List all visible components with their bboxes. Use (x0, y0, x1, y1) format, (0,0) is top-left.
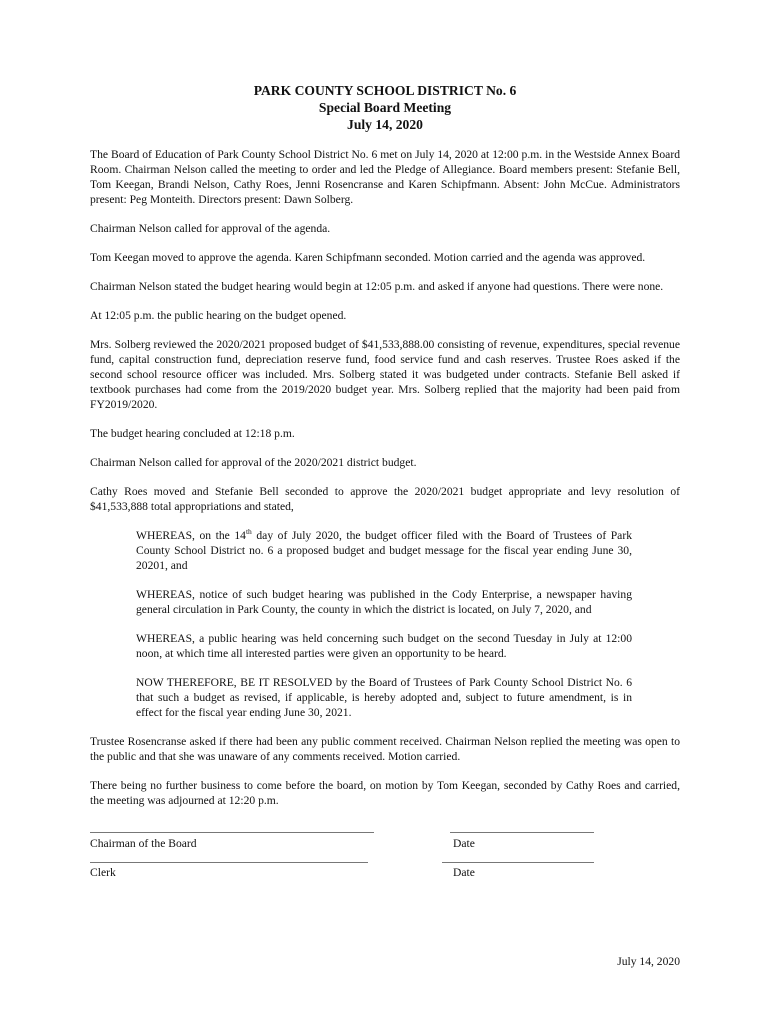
paragraph-budget-review: Mrs. Solberg reviewed the 2020/2021 proposed budget of $41,533,888.00 consisting of revenue, expenditures, special revenue fund, capital construction fund, depreciation reserve fund, food service fund and cash reserves. Trustee Roes asked if the second school resource officer was included. Mrs. Solberg stated it was budgeted under contracts. Stefanie Bell asked if textbook purchases had come from the 2019/2020 budget year. Mrs. Solberg replied that the majority had been paid from FY2019/2020. (90, 338, 680, 411)
chairman-date-line (450, 832, 594, 833)
whereas-1-end: day of July 2020, the budget officer filed with the Board of Trustees of Park County School District no. 6 a proposed budget and budget message for the fiscal year ending June 30, 20201, and (136, 529, 632, 572)
paragraph-budget-motion: Cathy Roes moved and Stefanie Bell seconded to approve the 2020/2021 budget appropriate and levy resolution of $41,533,888 total appropriations and stated, (90, 485, 680, 513)
paragraph-hearing-start: Chairman Nelson stated the budget hearing would begin at 12:05 p.m. and asked if anyone had questions. There were none. (90, 280, 664, 293)
chairman-label: Chairman of the Board (90, 837, 197, 850)
clerk-label: Clerk (90, 866, 116, 879)
paragraph-public-comment: Trustee Rosencranse asked if there had been any public comment received. Chairman Nelson replied the meeting was open to the public and that she was unaware of any comments received. Motion carried. (90, 735, 680, 763)
clerk-date-line (442, 862, 594, 863)
paragraph-hearing-opened: At 12:05 p.m. the public hearing on the budget opened. (90, 309, 347, 322)
paragraph-budget-approval-call: Chairman Nelson called for approval of the 2020/2021 district budget. (90, 456, 417, 469)
clerk-signature-line (90, 862, 368, 863)
district-name: PARK COUNTY SCHOOL DISTRICT No. 6 (253, 83, 517, 98)
whereas-clause-1 (136, 528, 632, 573)
resolution-clause: NOW THEREFORE, BE IT RESOLVED by the Board of Trustees of Park County School District No. 6 that such a budget as revised, if applicable, is hereby adopted and, subject to future amendment, is in effect for the fiscal year ending June 30, 2021. (136, 676, 632, 719)
date-label-2: Date (453, 866, 475, 879)
document-title (90, 82, 680, 133)
chairman-signature-line (90, 832, 374, 833)
paragraph-agenda-motion: Tom Keegan moved to approve the agenda. Karen Schipfmann seconded. Motion carried and the agenda was approved. (90, 251, 646, 264)
whereas-clause-2: WHEREAS, notice of such budget hearing was published in the Cody Enterprise, a newspaper having general circulation in Park County, the county in which the district is located, on July 7, 2020, and (136, 588, 632, 616)
footer-date: July 14, 2020 (617, 955, 680, 968)
paragraph-attendance: The Board of Education of Park County School District No. 6 met on July 14, 2020 at 12:00 p.m. in the Westside Annex Board Room. Chairman Nelson called the meeting to order and led the Pledge of Allegiance. Board members present: Stefanie Bell, Tom Keegan, Brandi Nelson, Cathy Roes, Jenni Rosencranse and Karen Schipfmann. Absent: John McCue. Administrators present: Peg Monteith. Directors present: Dawn Solberg. (90, 148, 680, 206)
ordinal-suffix: th (245, 527, 252, 537)
whereas-1-start: WHEREAS, on the 14 (136, 529, 246, 542)
minutes-document (90, 82, 680, 898)
paragraph-agenda-call: Chairman Nelson called for approval of the agenda. (90, 222, 331, 235)
paragraph-hearing-concluded: The budget hearing concluded at 12:18 p.m. (90, 427, 295, 440)
meeting-type: Special Board Meeting (318, 100, 452, 115)
whereas-clause-3: WHEREAS, a public hearing was held concerning such budget on the second Tuesday in July at 12:00 noon, at which time all interested parties were given an opportunity to be heard. (136, 632, 632, 660)
paragraph-adjournment: There being no further business to come before the board, on motion by Tom Keegan, seconded by Cathy Roes and carried, the meeting was adjourned at 12:20 p.m. (90, 779, 680, 807)
signature-block (90, 828, 680, 898)
meeting-date: July 14, 2020 (347, 117, 423, 132)
date-label-1: Date (453, 837, 475, 850)
